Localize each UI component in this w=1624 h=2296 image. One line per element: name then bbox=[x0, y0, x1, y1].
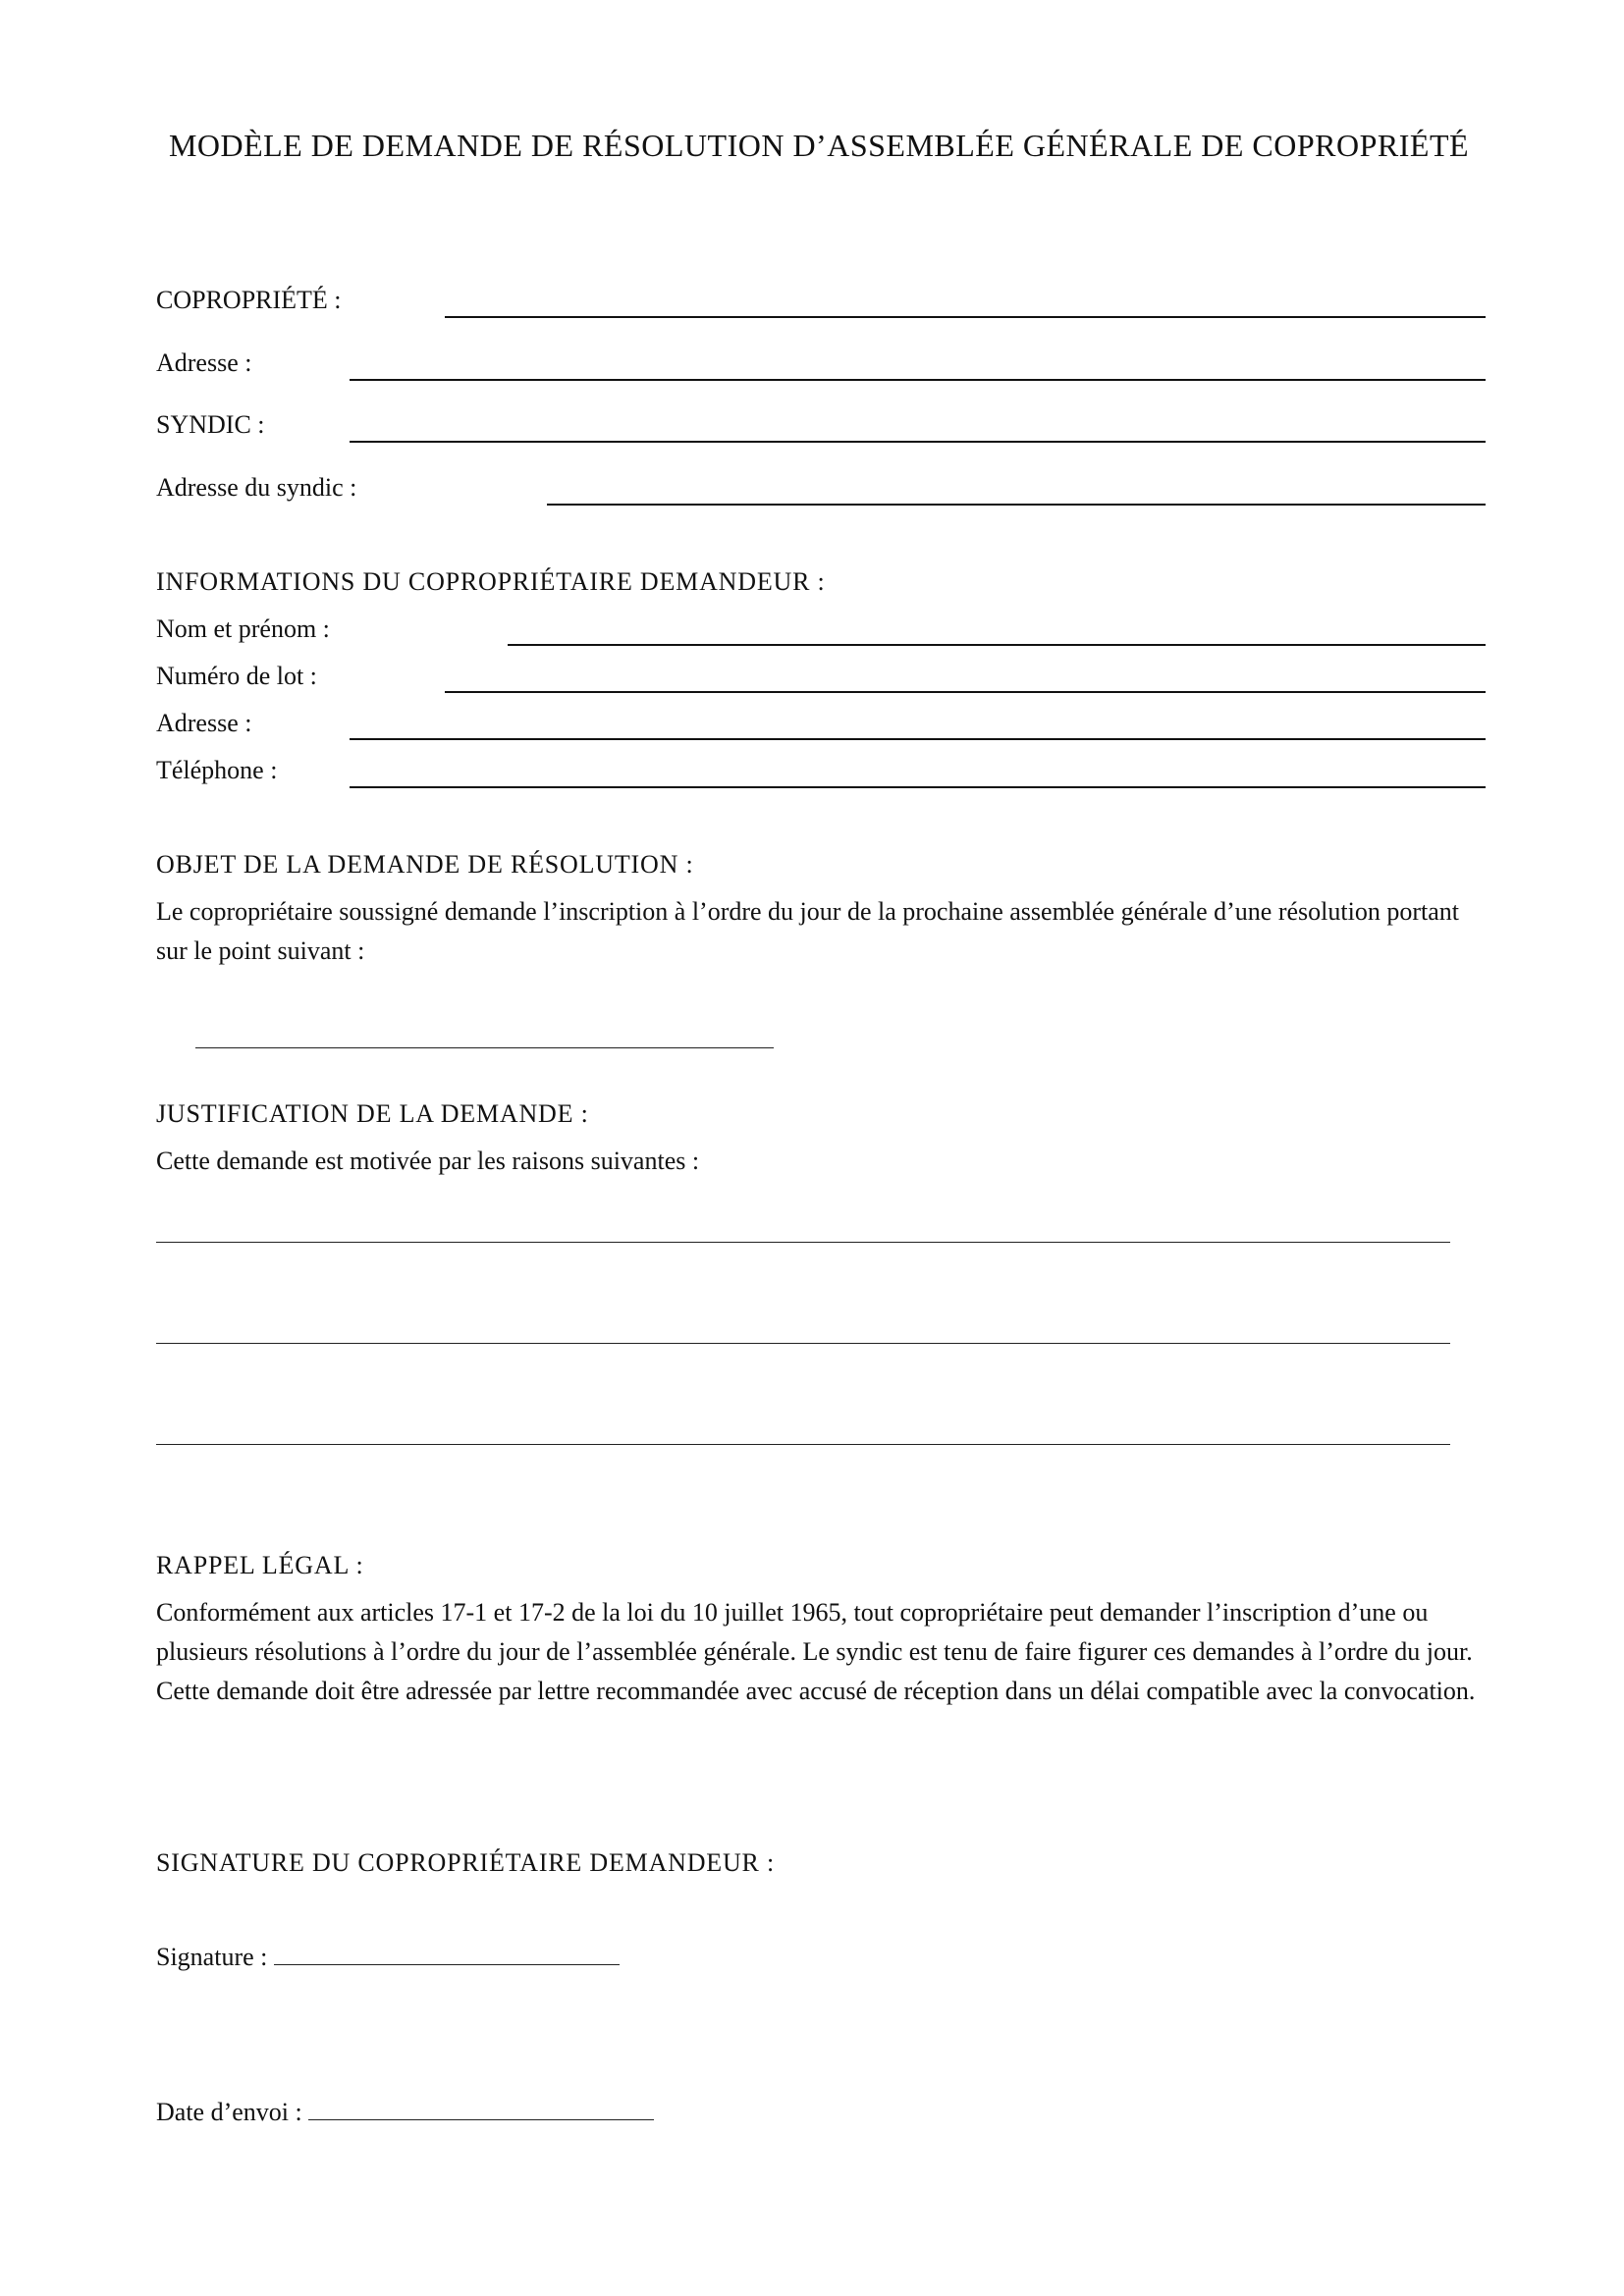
document-title: MODÈLE DE DEMANDE DE RÉSOLUTION D’ASSEMBLÉE GÉNÉRALE DE COPROPRIÉTÉ bbox=[168, 128, 1470, 163]
syndic-label: SYNDIC : bbox=[156, 410, 265, 439]
copropriete-field[interactable] bbox=[445, 316, 1486, 318]
objet-text: Le copropriétaire soussigné demande l’inscription à l’ordre du jour de la prochaine assemblée générale d’une résolution portant sur le point suivant : bbox=[156, 897, 1459, 965]
date-envoi-field[interactable] bbox=[308, 2098, 654, 2120]
objet-field[interactable] bbox=[195, 1047, 774, 1048]
signature-field[interactable] bbox=[274, 1943, 620, 1965]
nom-field[interactable] bbox=[508, 644, 1486, 646]
signature-label: Signature : bbox=[156, 1943, 268, 1971]
syndic-field[interactable] bbox=[350, 441, 1486, 443]
demandeur-heading: INFORMATIONS DU COPROPRIÉTAIRE DEMANDEUR : bbox=[156, 567, 826, 596]
lot-field[interactable] bbox=[445, 691, 1486, 693]
demandeur-adresse-field[interactable] bbox=[350, 738, 1486, 740]
date-envoi-label: Date d’envoi : bbox=[156, 2098, 302, 2126]
justification-heading: JUSTIFICATION DE LA DEMANDE : bbox=[156, 1099, 589, 1128]
copropriete-label: COPROPRIÉTÉ : bbox=[156, 286, 342, 314]
demandeur-adresse-label: Adresse : bbox=[156, 709, 252, 737]
nom-label: Nom et prénom : bbox=[156, 614, 330, 643]
adresse-label: Adresse : bbox=[156, 348, 252, 377]
lot-label: Numéro de lot : bbox=[156, 662, 317, 690]
rappel-text: Conformément aux articles 17-1 et 17-2 de la loi du 10 juillet 1965, tout copropriétaire peut demander l’inscription d’une ou plusieurs résolutions à l’ordre du jour de l’assemblée générale. Le syndic est tenu de faire figurer ces demandes à l’ordre du jour. Cette demande doit être adressée par lettre recommandée avec accusé de réception dans un délai compatible avec la convocation. bbox=[156, 1598, 1476, 1705]
signature-row bbox=[156, 1943, 620, 1972]
adresse-field[interactable] bbox=[350, 379, 1486, 381]
date-envoi-row bbox=[156, 2098, 654, 2127]
justification-line-3[interactable] bbox=[156, 1444, 1450, 1445]
telephone-label: Téléphone : bbox=[156, 756, 278, 784]
telephone-field[interactable] bbox=[350, 786, 1486, 788]
justification-line-1[interactable] bbox=[156, 1242, 1450, 1243]
objet-heading: OBJET DE LA DEMANDE DE RÉSOLUTION : bbox=[156, 850, 694, 879]
adresse-syndic-label: Adresse du syndic : bbox=[156, 473, 357, 502]
signature-heading: SIGNATURE DU COPROPRIÉTAIRE DEMANDEUR : bbox=[156, 1848, 776, 1877]
justification-text: Cette demande est motivée par les raisons suivantes : bbox=[156, 1147, 700, 1175]
justification-line-2[interactable] bbox=[156, 1343, 1450, 1344]
adresse-syndic-field[interactable] bbox=[547, 504, 1486, 506]
rappel-heading: RAPPEL LÉGAL : bbox=[156, 1551, 364, 1579]
